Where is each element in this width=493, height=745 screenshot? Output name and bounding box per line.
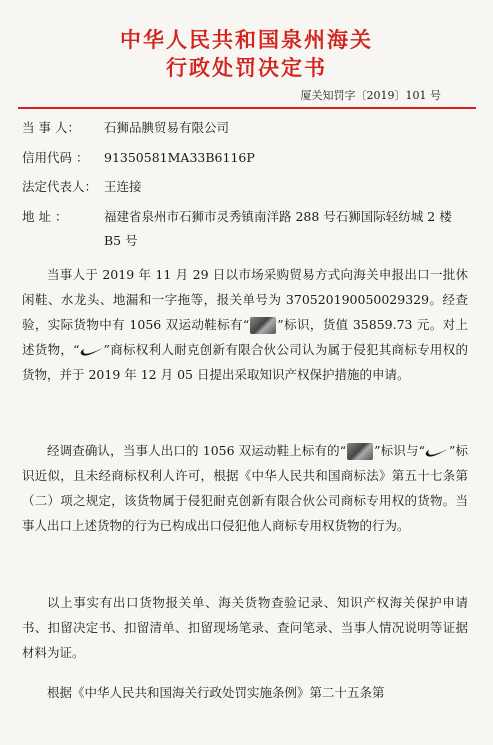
party-label: 当 事 人：: [22, 120, 80, 135]
credit-value: 91350581MA33B6116P: [104, 150, 255, 165]
p2-text-b: ”标识与“: [374, 443, 425, 458]
p1-text-a: 当事人于 2019 年 11 月 29 日以市场采购贸易方式向海关申报出口一批休闲鞋、水龙头、地漏和一字拖等，报关单号为 370520190050029329。经查验，实际货物中有 1056 双运动鞋标有“: [22, 267, 468, 332]
p2-text-a: 经调查确认，当事人出口的 1056 双运动鞋上标有的“: [47, 443, 347, 458]
rep-row: [22, 175, 142, 199]
p1-text-c: ”商标权利人耐克创新有限合伙公司认为属于侵犯其商标专用权的货物，并于 2019 年 12 月 05 日提出采取知识产权保护措施的申请。: [22, 342, 468, 382]
paragraph-3: 以上事实有出口货物报关单、海关货物查验记录、知识产权海关保护申请书、扣留决定书、扣留清单、扣留现场笔录、查问笔录、当事人情况说明等证据材料为证。: [22, 595, 468, 660]
header-divider: [18, 107, 476, 109]
doc-title-line1: 中华人民共和国泉州海关: [120, 27, 373, 52]
p2-text-c: ”标识近似，且未经商标权利人许可，根据《中华人民共和国商标法》第五十七条第（二）项之规定，该货物属于侵犯耐克创新有限合伙公司商标专用权的货物。当事人出口上述货物的行为已构成出口侵犯他人商标专用权货物的行为。: [22, 443, 469, 533]
party-row: [22, 116, 229, 140]
addr-row: [22, 205, 104, 229]
paragraph-1: [22, 262, 468, 387]
counterfeit-mark-icon: [250, 317, 276, 334]
doc-number: 厦关知罚字〔2019〕101 号: [300, 89, 441, 102]
addr-label: 地 址 ：: [22, 209, 68, 224]
counterfeit-mark-icon: [347, 443, 373, 460]
paragraph-2: [22, 438, 468, 538]
paragraph-4: 根据《中华人民共和国海关行政处罚实施条例》第二十五条第: [47, 685, 385, 700]
swoosh-icon: [425, 446, 449, 458]
credit-row: [22, 146, 255, 170]
addr-value: 福建省泉州市石狮市灵秀镇南洋路 288 号石狮国际轻纺城 2 楼 B5 号: [104, 209, 452, 248]
swoosh-icon: [80, 345, 104, 357]
credit-label: 信用代码 ：: [22, 150, 89, 165]
party-value: 石狮品腆贸易有限公司: [104, 120, 230, 135]
p1-text-b: ”标识，货值 35859.73 元。对上述货物，“: [22, 317, 468, 357]
rep-label: 法定代表人：: [22, 179, 98, 194]
doc-title-line2: 行政处罚决定书: [166, 55, 327, 80]
rep-value: 王连接: [104, 179, 142, 194]
